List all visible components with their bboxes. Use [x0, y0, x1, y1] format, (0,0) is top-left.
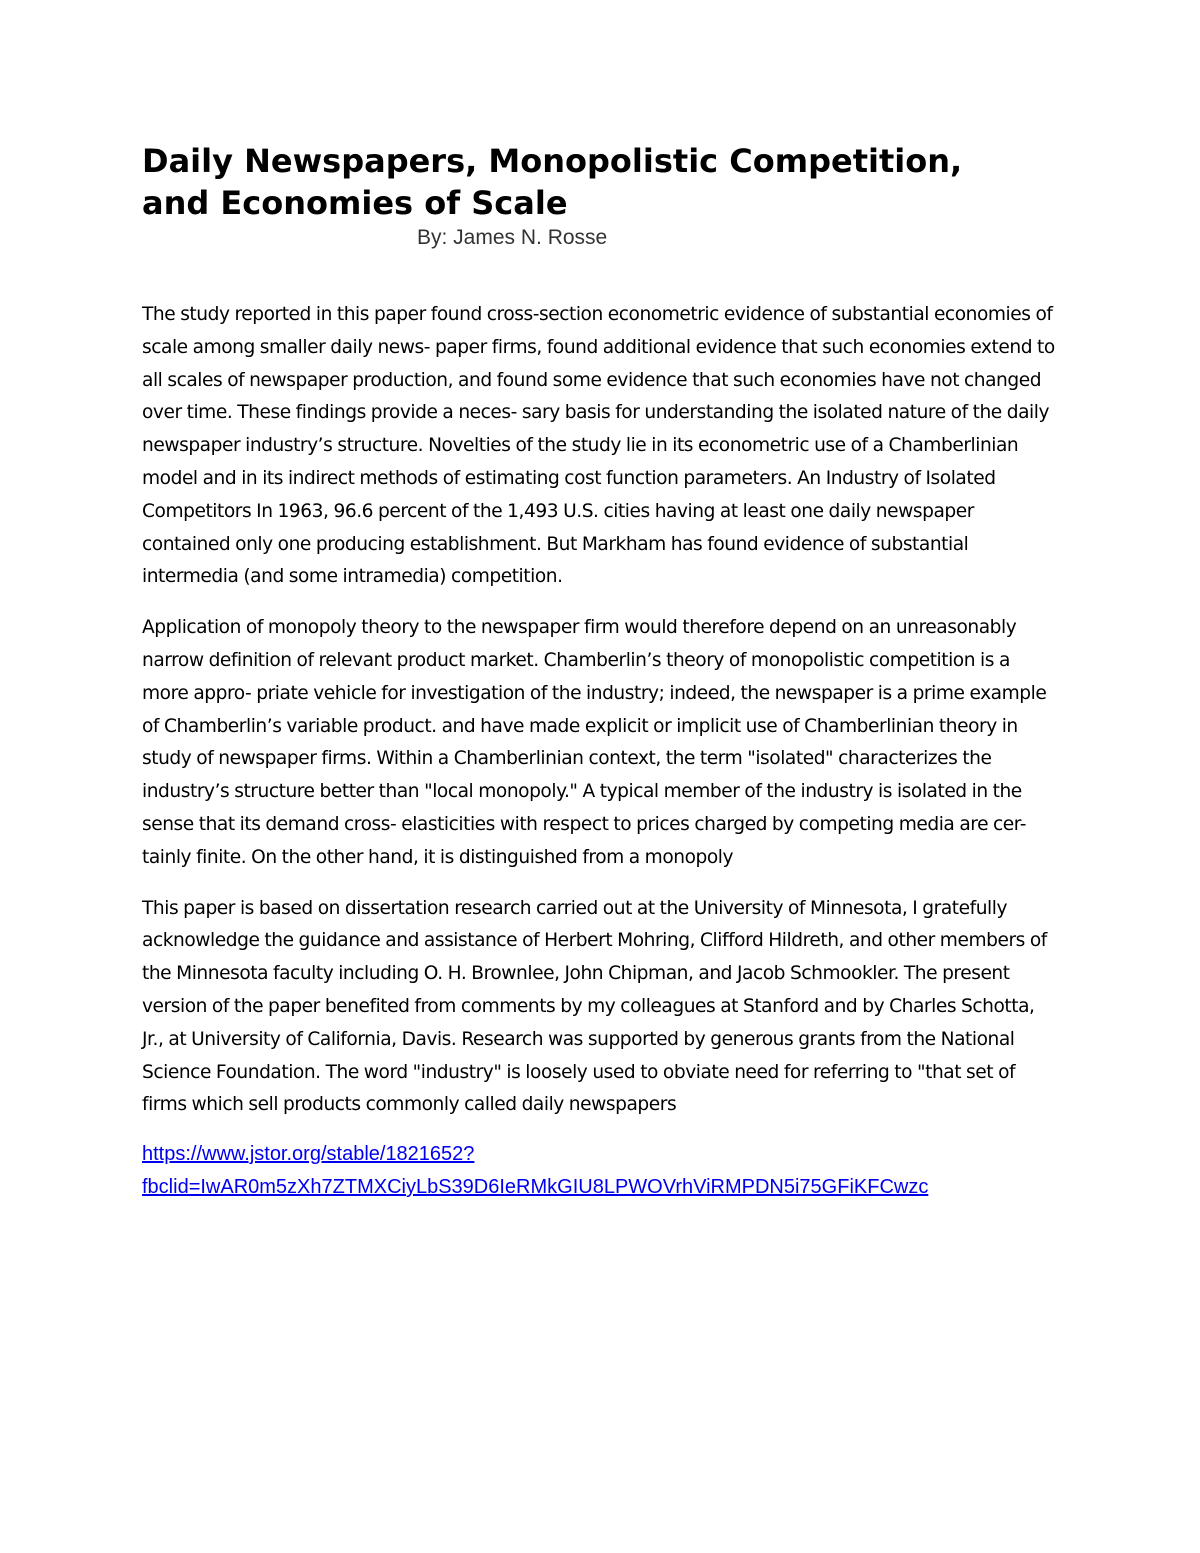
document-title: [142, 140, 1060, 224]
paragraph-3: This paper is based on dissertation research carried out at the University of Minnesota, I gratefully acknowledge the guidance and assistance of Herbert Mohring, Clifford Hildreth, and other members of the Minnesota faculty including O. H. Brownlee, John Chipman, and Jacob Schmookler. The present version of the paper benefited from comments by my colleagues at Stanford and by Charles Schotta, Jr., at University of California, Davis. Research was supported by generous grants from the National Science Foundation. The word "industry" is loosely used to obviate need for referring to "that set of firms which sell products commonly called daily newspapers: [142, 897, 1047, 1116]
title-line-1: Daily Newspapers, Monopolistic Competition,: [142, 142, 963, 180]
author-byline: By: James N. Rosse: [417, 226, 608, 249]
source-link-line-1[interactable]: https://www.jstor.org/stable/1821652?: [142, 1143, 475, 1166]
paragraph-1: The study reported in this paper found cross-section econometric evidence of substantial economies of scale among smaller daily news- paper firms, found additional evidence that such economies extend to all scales of newspaper production, and found some evidence that such economies have not changed over time. These findings provide a neces- sary basis for understanding the isolated nature of the daily newspaper industry’s structure. Novelties of the study lie in its econometric use of a Chamberlinian model and in its indirect methods of estimating cost function parameters. An Industry of Isolated Competitors In 1963, 96.6 percent of the 1,493 U.S. cities having at least one daily newspaper contained only one producing establishment. But Markham has found evidence of substantial intermedia (and some intramedia) competition.: [142, 304, 1055, 588]
paragraph-2: Application of monopoly theory to the newspaper firm would therefore depend on an unreasonably narrow definition of relevant product market. Chamberlin’s theory of monopolistic competition is a more appro- priate vehicle for investigation of the industry; indeed, the newspaper is a prime example of Chamberlin’s variable product. and have made explicit or implicit use of Chamberlinian theory in study of newspaper firms. Within a Chamberlinian context, the term "isolated" characterizes the industry’s structure better than "local monopoly." A typical member of the industry is isolated in the sense that its demand cross- elasticities with respect to prices charged by competing media are cer- tainly finite. On the other hand, it is distinguished from a monopoly: [142, 617, 1047, 868]
source-link[interactable]: [142, 1138, 1060, 1204]
document-content: [142, 140, 1060, 1204]
source-link-line-2[interactable]: fbclid=IwAR0m5zXh7ZTMXCiyLbS39D6IeRMkGIU8LPWOVrhViRMPDN5i75GFiKFCwzc: [142, 1176, 929, 1199]
title-line-2: and Economies of Scale: [142, 184, 568, 222]
